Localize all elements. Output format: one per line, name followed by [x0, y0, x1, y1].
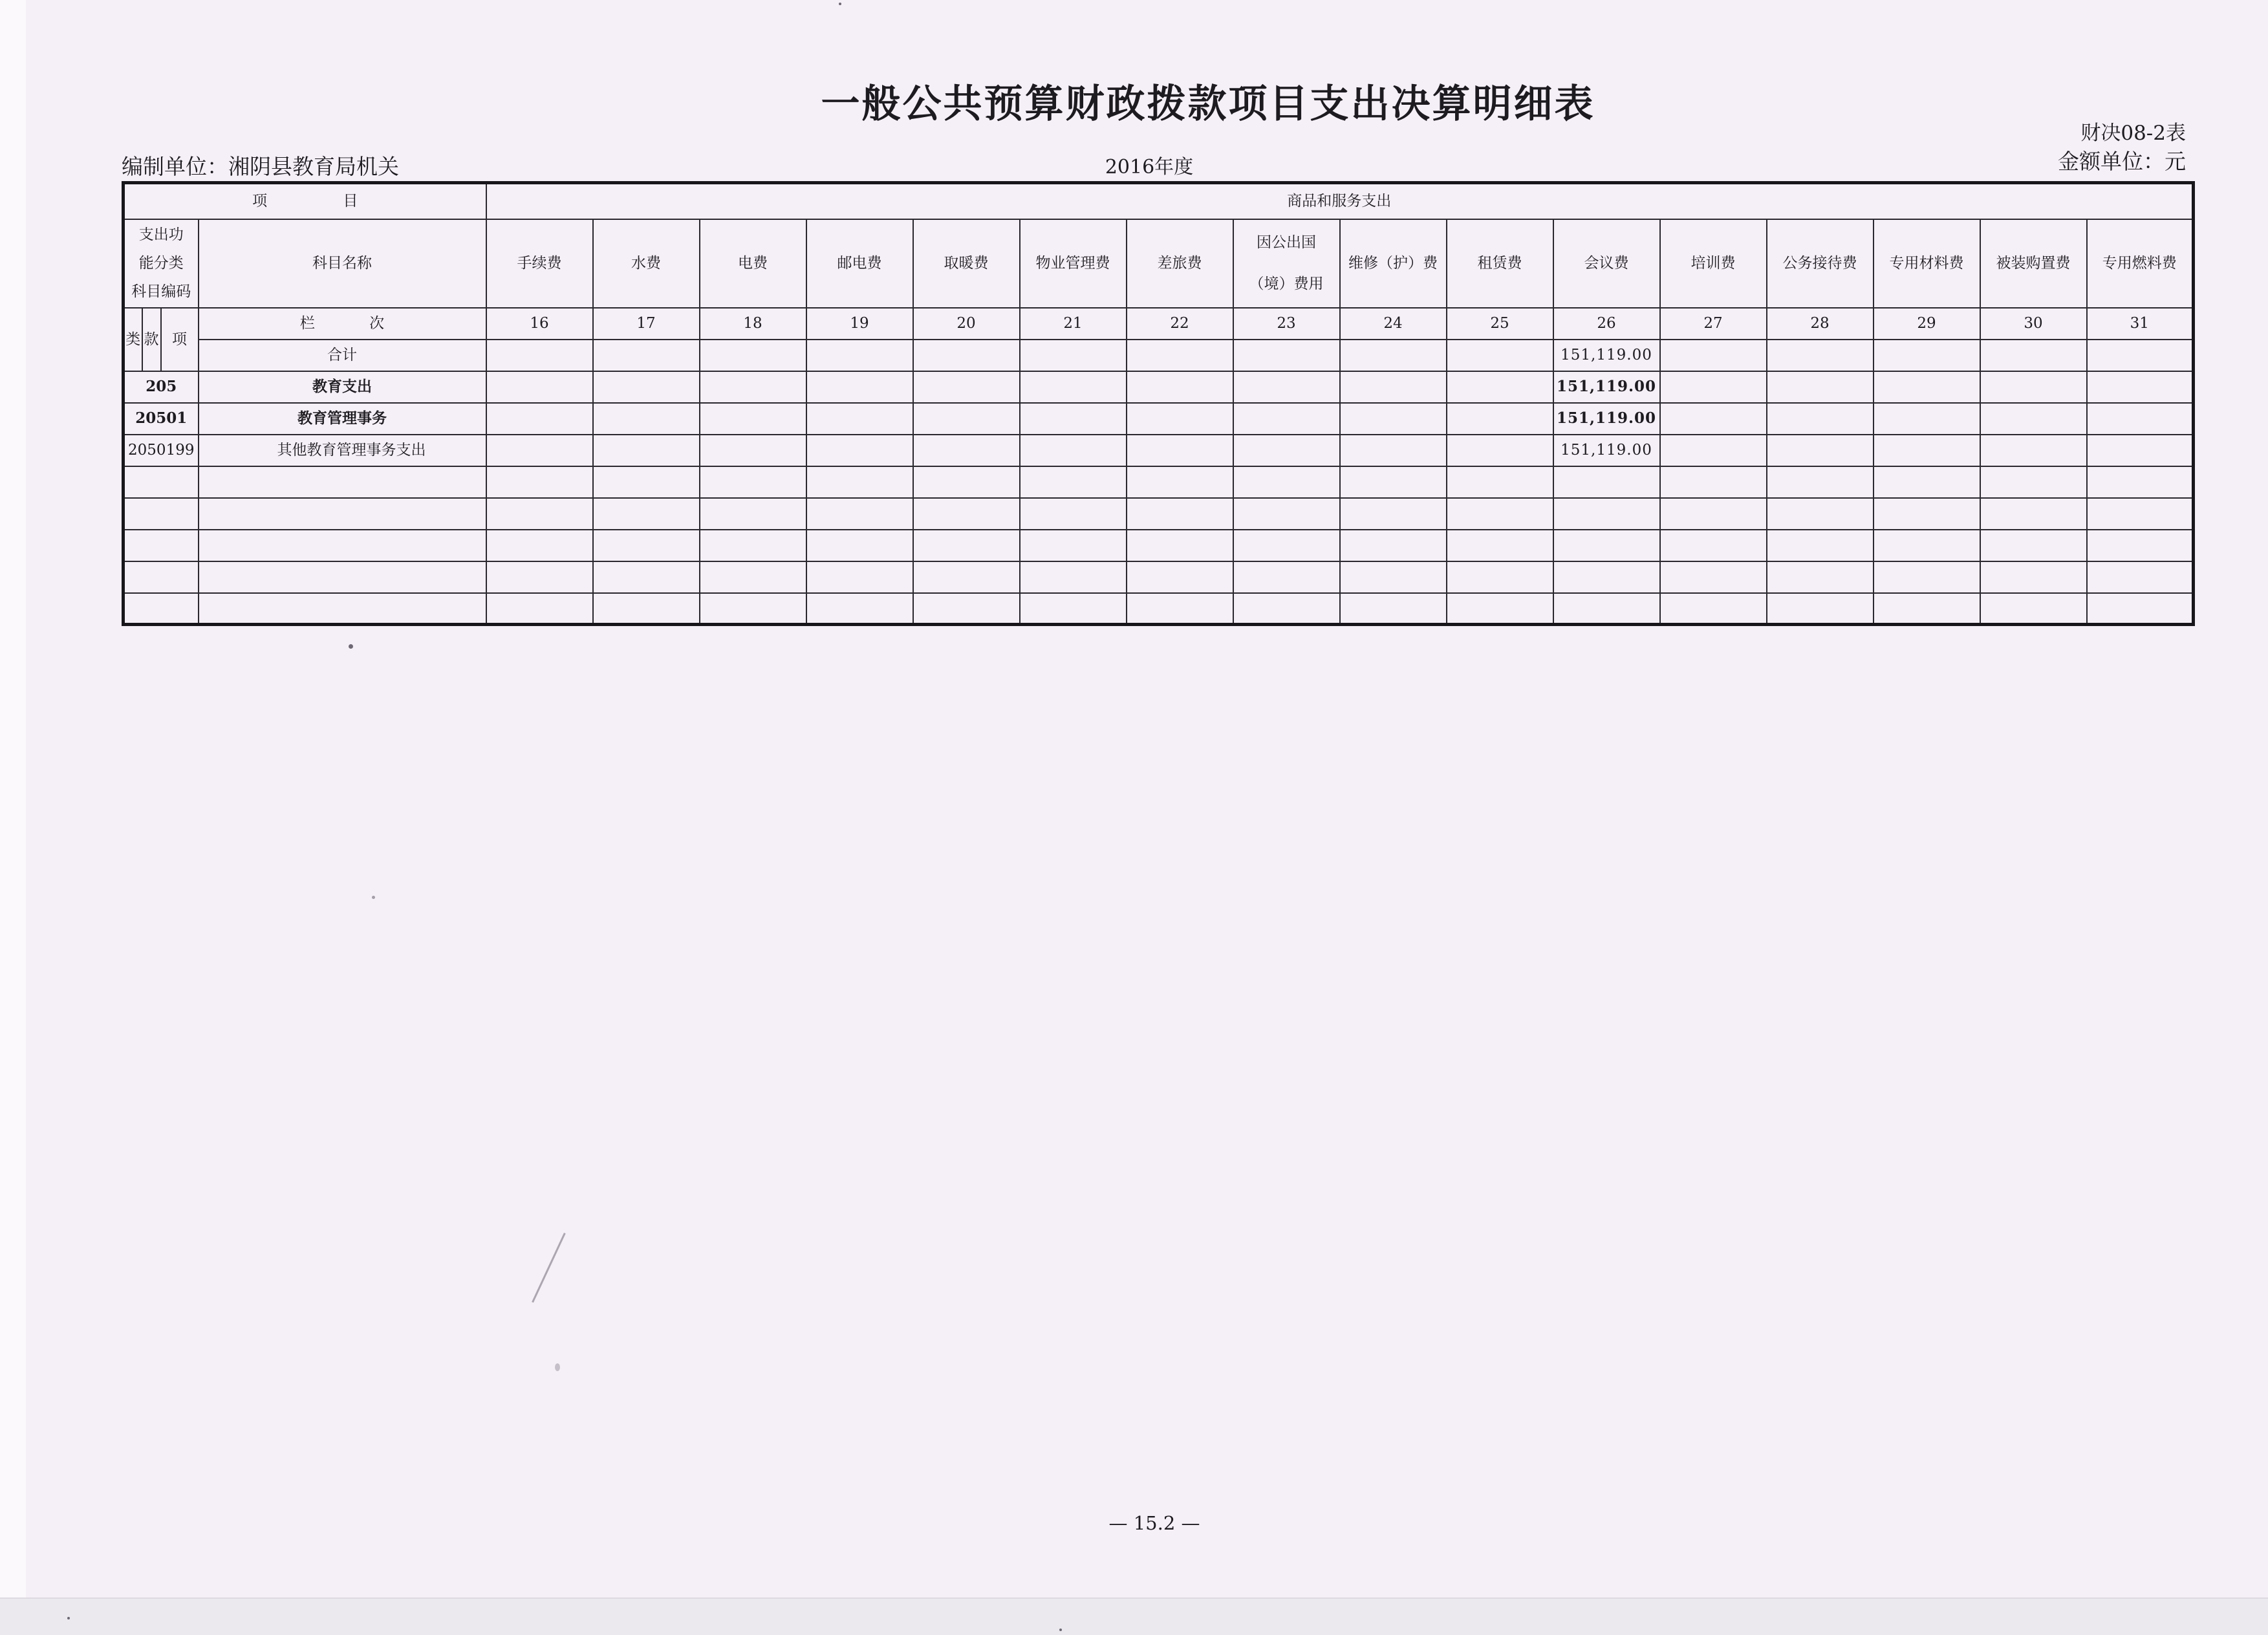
blank-cell	[593, 435, 700, 466]
column-header-26: 会议费	[1553, 219, 1660, 308]
blank-cell	[1980, 466, 2087, 498]
blank-cell	[1980, 435, 2087, 466]
column-number: 18	[700, 308, 806, 340]
table-row	[124, 371, 2194, 403]
blank-row	[124, 561, 2194, 593]
blank-cell	[1447, 530, 1553, 561]
blank-cell	[1127, 466, 1233, 498]
class-label-kuan: 款	[142, 308, 161, 371]
row-name: 其他教育管理事务支出	[199, 435, 486, 466]
blank-cell	[1767, 435, 1874, 466]
total-value-26: 151,119.00	[1553, 340, 1660, 371]
blank-cell	[593, 403, 700, 435]
column-number: 21	[1020, 308, 1127, 340]
blank-cell	[806, 498, 913, 530]
blank-cell	[1233, 435, 1340, 466]
column-header-31: 专用燃料费	[2087, 219, 2194, 308]
row-code: 205	[124, 371, 199, 403]
column-number: 17	[593, 308, 700, 340]
blank-cell	[700, 530, 806, 561]
blank-cell	[486, 593, 593, 625]
column-number: 28	[1767, 308, 1874, 340]
blank-cell	[700, 403, 806, 435]
blank-cell	[1127, 403, 1233, 435]
blank-cell	[1447, 561, 1553, 593]
blank-cell	[124, 530, 199, 561]
blank-cell	[1340, 371, 1447, 403]
report-title: 一般公共预算财政拨款项目支出决算明细表	[821, 81, 1595, 127]
table-row	[124, 435, 2194, 466]
scan-speck	[1059, 1629, 1062, 1631]
column-header-30: 被装购置费	[1980, 219, 2087, 308]
column-header-28: 公务接待费	[1767, 219, 1874, 308]
column-number: 23	[1233, 308, 1340, 340]
scan-scratch	[532, 1233, 566, 1303]
blank-cell	[1340, 530, 1447, 561]
blank-cell	[1767, 466, 1874, 498]
column-number: 24	[1340, 308, 1447, 340]
blank-cell	[700, 498, 806, 530]
column-number: 25	[1447, 308, 1553, 340]
blank-cell	[593, 561, 700, 593]
blank-cell	[913, 466, 1020, 498]
blank-cell	[1660, 435, 1767, 466]
blank-cell	[1020, 340, 1127, 371]
column-header-19: 邮电费	[806, 219, 913, 308]
amount-unit: 金额单位：元	[2058, 149, 2186, 174]
class-label-xiang: 项	[161, 308, 199, 371]
blank-cell	[1447, 403, 1553, 435]
class-label-lei: 类	[124, 308, 142, 371]
blank-row	[124, 466, 2194, 498]
blank-cell	[2087, 340, 2194, 371]
blank-cell	[1233, 593, 1340, 625]
blank-cell	[700, 340, 806, 371]
blank-cell	[1340, 435, 1447, 466]
page-number: — 15.2 —	[1108, 1512, 1200, 1534]
blank-cell	[486, 435, 593, 466]
blank-cell	[1233, 340, 1340, 371]
blank-cell	[486, 498, 593, 530]
row-value-26: 151,119.00	[1553, 371, 1660, 403]
blank-cell	[1874, 435, 1980, 466]
row-name: 教育支出	[199, 371, 486, 403]
column-number-row	[124, 308, 2194, 340]
blank-cell	[593, 466, 700, 498]
blank-cell	[1767, 593, 1874, 625]
column-header-24: 维修（护）费	[1340, 219, 1447, 308]
row-code: 2050199	[124, 435, 199, 466]
blank-cell	[1233, 403, 1340, 435]
blank-cell	[1553, 561, 1660, 593]
blank-cell	[1980, 530, 2087, 561]
blank-cell	[1020, 435, 1127, 466]
blank-cell	[806, 593, 913, 625]
row-name: 教育管理事务	[199, 403, 486, 435]
blank-cell	[1553, 498, 1660, 530]
blank-cell	[1340, 498, 1447, 530]
scan-speck	[67, 1617, 70, 1619]
column-header-18: 电费	[700, 219, 806, 308]
column-header-21: 物业管理费	[1020, 219, 1127, 308]
blank-cell	[1874, 466, 1980, 498]
column-header-23-line: （境）费用	[1249, 276, 1324, 292]
blank-cell	[700, 435, 806, 466]
blank-cell	[486, 340, 593, 371]
blank-cell	[124, 593, 199, 625]
blank-cell	[1874, 498, 1980, 530]
scan-bottom-edge	[0, 1597, 2268, 1635]
blank-cell	[2087, 530, 2194, 561]
blank-cell	[1980, 403, 2087, 435]
blank-cell	[1447, 435, 1553, 466]
blank-cell	[1340, 340, 1447, 371]
blank-row	[124, 593, 2194, 625]
blank-cell	[1767, 498, 1874, 530]
blank-cell	[593, 498, 700, 530]
blank-cell	[1340, 593, 1447, 625]
blank-cell	[1127, 561, 1233, 593]
blank-cell	[1020, 466, 1127, 498]
blank-cell	[1233, 498, 1340, 530]
row-code: 20501	[124, 403, 199, 435]
blank-cell	[913, 435, 1020, 466]
blank-cell	[124, 561, 199, 593]
column-number: 31	[2087, 308, 2194, 340]
column-number: 20	[913, 308, 1020, 340]
blank-cell	[593, 340, 700, 371]
item-header: 项 目	[124, 183, 486, 219]
column-header-17: 水费	[593, 219, 700, 308]
blank-cell	[1660, 371, 1767, 403]
total-row	[124, 340, 2194, 371]
scan-speck	[839, 3, 841, 5]
blank-cell	[1127, 530, 1233, 561]
blank-cell	[486, 403, 593, 435]
blank-cell	[2087, 561, 2194, 593]
scan-speck	[372, 896, 375, 899]
blank-cell	[1447, 371, 1553, 403]
column-header-20: 取暖费	[913, 219, 1020, 308]
row-value-26: 151,119.00	[1553, 435, 1660, 466]
blank-cell	[199, 498, 486, 530]
blank-cell	[486, 530, 593, 561]
blank-cell	[2087, 435, 2194, 466]
column-number: 30	[1980, 308, 2087, 340]
column-header-23-line: 因公出国	[1257, 234, 1316, 251]
blank-cell	[1980, 498, 2087, 530]
blank-cell	[1874, 403, 1980, 435]
blank-cell	[806, 371, 913, 403]
blank-cell	[486, 371, 593, 403]
row-value-26: 151,119.00	[1553, 403, 1660, 435]
blank-cell	[1767, 403, 1874, 435]
report-period: 2016年度	[1105, 156, 1194, 179]
blank-cell	[700, 466, 806, 498]
blank-cell	[1660, 561, 1767, 593]
blank-cell	[199, 561, 486, 593]
column-number: 26	[1553, 308, 1660, 340]
blank-cell	[806, 403, 913, 435]
blank-cell	[2087, 593, 2194, 625]
blank-cell	[1020, 498, 1127, 530]
blank-cell	[1980, 340, 2087, 371]
blank-cell	[593, 530, 700, 561]
blank-cell	[1767, 371, 1874, 403]
blank-cell	[806, 435, 913, 466]
blank-cell	[124, 466, 199, 498]
blank-row	[124, 530, 2194, 561]
blank-cell	[1127, 371, 1233, 403]
column-header-29: 专用材料费	[1874, 219, 1980, 308]
scan-speck	[349, 644, 353, 649]
blank-cell	[1020, 530, 1127, 561]
blank-cell	[806, 561, 913, 593]
blank-cell	[2087, 371, 2194, 403]
blank-cell	[1233, 466, 1340, 498]
blank-cell	[199, 593, 486, 625]
blank-cell	[1020, 593, 1127, 625]
column-header-27: 培训费	[1660, 219, 1767, 308]
blank-cell	[913, 530, 1020, 561]
blank-cell	[700, 593, 806, 625]
blank-cell	[1233, 561, 1340, 593]
blank-cell	[1447, 466, 1553, 498]
column-header-22: 差旅费	[1127, 219, 1233, 308]
header-group-row	[124, 183, 2194, 219]
blank-cell	[486, 466, 593, 498]
blank-cell	[593, 593, 700, 625]
blank-cell	[1767, 530, 1874, 561]
blank-cell	[1127, 498, 1233, 530]
column-number: 27	[1660, 308, 1767, 340]
blank-cell	[913, 403, 1020, 435]
blank-cell	[1660, 530, 1767, 561]
blank-cell	[1767, 561, 1874, 593]
scan-smudge	[555, 1363, 560, 1371]
row-number-label: 栏 次	[199, 308, 486, 340]
name-header: 科目名称	[199, 219, 486, 308]
blank-cell	[1874, 530, 1980, 561]
total-label: 合计	[199, 340, 486, 371]
blank-cell	[806, 530, 913, 561]
column-number: 19	[806, 308, 913, 340]
expenditure-detail-table	[122, 181, 2195, 626]
blank-cell	[1660, 403, 1767, 435]
blank-cell	[1660, 498, 1767, 530]
blank-cell	[1447, 340, 1553, 371]
blank-cell	[1553, 466, 1660, 498]
blank-cell	[1660, 593, 1767, 625]
blank-cell	[806, 466, 913, 498]
blank-cell	[1980, 593, 2087, 625]
group-header: 商品和服务支出	[486, 183, 2194, 219]
blank-cell	[1660, 340, 1767, 371]
blank-cell	[913, 371, 1020, 403]
blank-cell	[124, 498, 199, 530]
blank-cell	[1340, 403, 1447, 435]
code-header-line: 科目编码	[131, 283, 191, 300]
blank-cell	[2087, 466, 2194, 498]
blank-cell	[1020, 561, 1127, 593]
blank-cell	[1127, 340, 1233, 371]
header-row	[124, 219, 2194, 308]
blank-cell	[486, 561, 593, 593]
column-header-16: 手续费	[486, 219, 593, 308]
blank-cell	[913, 561, 1020, 593]
blank-cell	[1447, 498, 1553, 530]
code-header	[124, 219, 199, 308]
blank-cell	[913, 498, 1020, 530]
form-code: 财决08-2表	[2080, 122, 2186, 145]
table-row	[124, 403, 2194, 435]
blank-cell	[913, 593, 1020, 625]
column-header-23	[1233, 219, 1340, 308]
blank-cell	[199, 530, 486, 561]
blank-cell	[1020, 403, 1127, 435]
blank-cell	[2087, 403, 2194, 435]
blank-cell	[1447, 593, 1553, 625]
blank-cell	[2087, 498, 2194, 530]
blank-cell	[199, 466, 486, 498]
code-header-line: 支出功	[138, 226, 184, 243]
blank-cell	[1767, 340, 1874, 371]
blank-cell	[1127, 435, 1233, 466]
blank-cell	[700, 371, 806, 403]
blank-cell	[1340, 561, 1447, 593]
blank-cell	[593, 371, 700, 403]
column-number: 29	[1874, 308, 1980, 340]
blank-cell	[1127, 593, 1233, 625]
column-header-25: 租赁费	[1447, 219, 1553, 308]
code-header-line: 能分类	[138, 255, 184, 272]
column-number: 16	[486, 308, 593, 340]
blank-cell	[1874, 561, 1980, 593]
column-number: 22	[1127, 308, 1233, 340]
blank-cell	[806, 340, 913, 371]
blank-cell	[1233, 371, 1340, 403]
blank-cell	[1340, 466, 1447, 498]
blank-cell	[1874, 593, 1980, 625]
blank-cell	[1553, 593, 1660, 625]
blank-cell	[1233, 530, 1340, 561]
blank-cell	[1660, 466, 1767, 498]
blank-cell	[1980, 561, 2087, 593]
blank-row	[124, 498, 2194, 530]
blank-cell	[1020, 371, 1127, 403]
blank-cell	[913, 340, 1020, 371]
blank-cell	[1553, 530, 1660, 561]
scan-left-margin	[0, 0, 26, 1597]
blank-cell	[1980, 371, 2087, 403]
compiling-unit: 编制单位：湘阴县教育局机关	[122, 154, 399, 179]
blank-cell	[1874, 371, 1980, 403]
blank-cell	[1874, 340, 1980, 371]
blank-cell	[700, 561, 806, 593]
